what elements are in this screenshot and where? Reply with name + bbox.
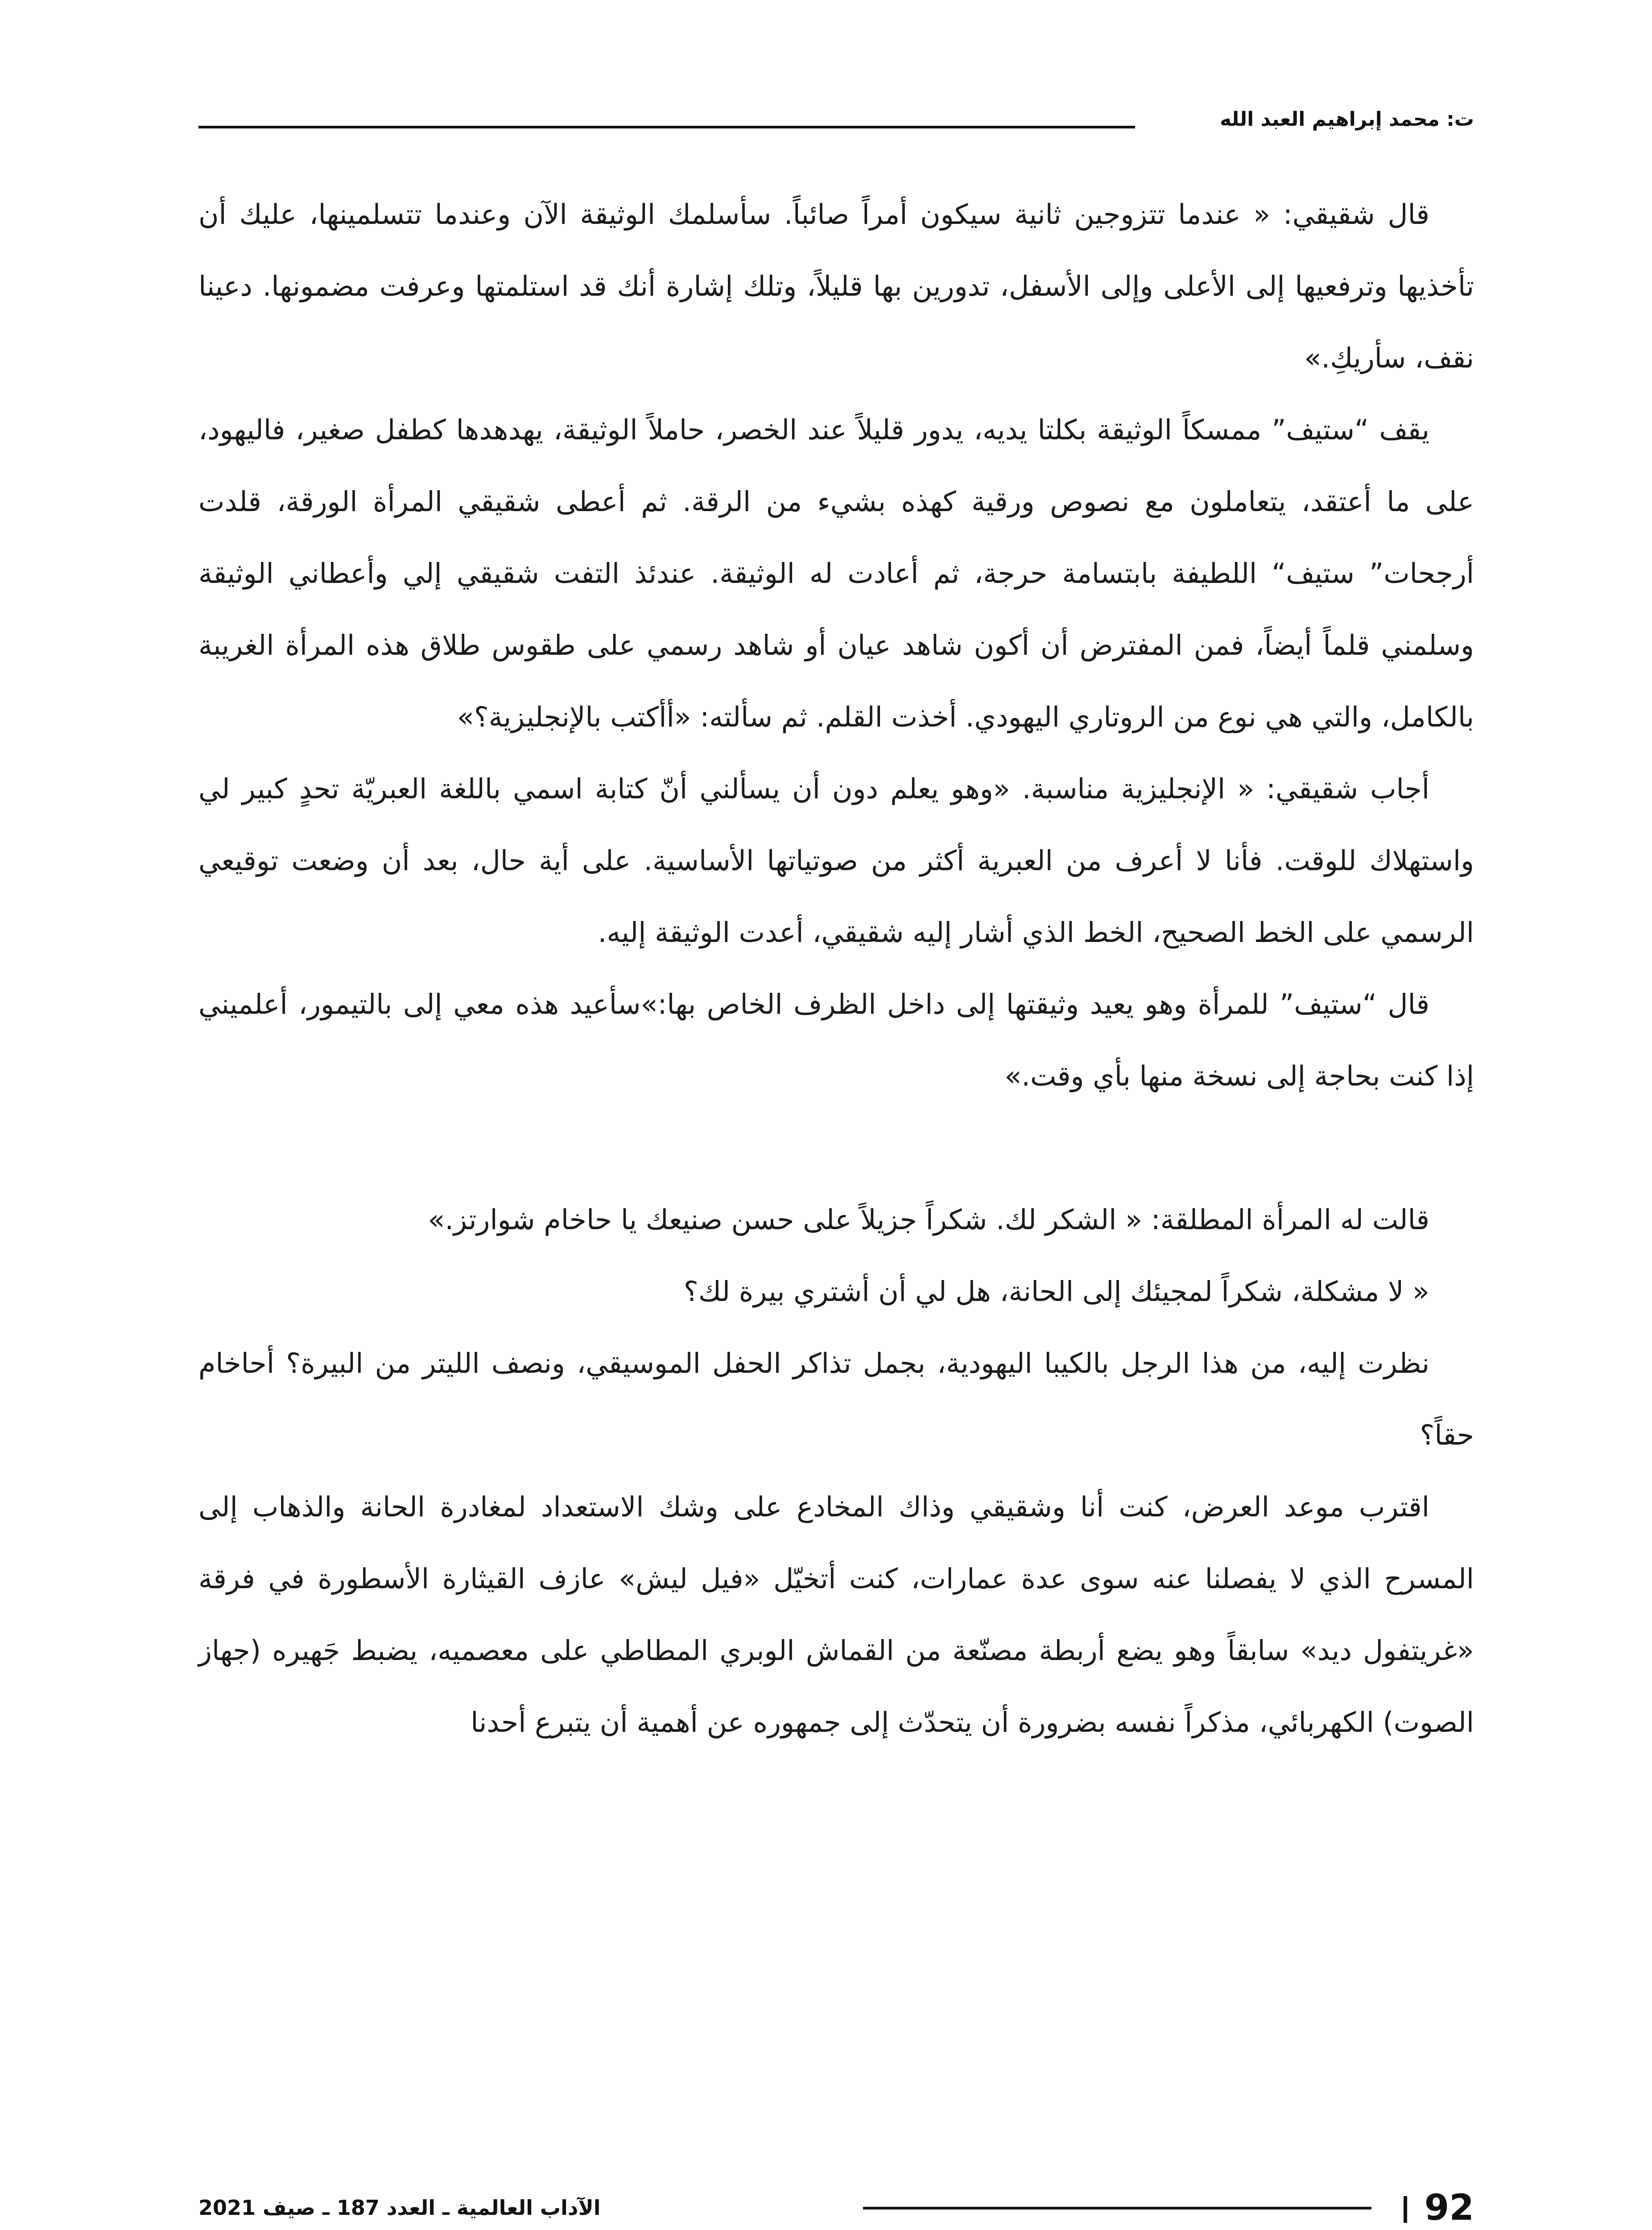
- footer-separator: [1404, 2196, 1407, 2223]
- translator-credit: ت: محمد إبراهيم العبد الله: [1219, 108, 1474, 131]
- paragraph-6: « لا مشكلة، شكراً لمجيئك إلى الحانة، هل لي أن أشتري بيرة لك؟: [683, 1275, 1429, 1308]
- page-footer: [198, 2185, 1474, 2230]
- paragraph-3: أجاب شقيقي: « الإنجليزية مناسبة. «وهو يعلم دون أن يسألني أنّ كتابة اسمي باللغة العبريّة تحدٍ كبير لي واستهلاك للوقت. فأنا لا أعرف من العبرية أكثر من صوتياتها الأساسية. على أية حال، بعد أن وضعت توقيعي الرسمي على الخط الصحيح، الخط الذي أشار إليه شقيقي، أعدت الوثيقة إليه.: [198, 772, 1474, 949]
- paragraph-4: قال “ستيف” للمرأة وهو يعيد وثيقتها إلى داخل الظرف الخاص بها:»سأعيد هذه معي إلى بالتيمور، أعلميني إذا كنت بحاجة إلى نسخة منها بأي وقت.»: [198, 988, 1474, 1092]
- journal-issue: الآداب العالمية ـ العدد 187 ـ صيف 2021: [198, 2196, 601, 2220]
- paragraph-8: اقترب موعد العرض، كنت أنا وشقيقي وذاك المخادع على وشك الاستعداد لمغادرة الحانة والذهاب إلى المسرح الذي لا يفصلنا عنه سوى عدة عمارات، كنت أتخيّل «فيل ليش» عازف القيثارة الأسطورة في فرقة «غريتفول ديد» سابقاً وهو يضع أربطة مصنّعة من القماش الوبري المطاطي على معصميه، يضبط جَهيره (جهاز الصوت) الكهربائي، مذكراً نفسه بضرورة أن يتحدّث إلى جمهوره عن أهمية أن يتبرع أحدنا: [198, 1491, 1474, 1739]
- running-header: [198, 106, 1474, 142]
- paragraph-2: يقف “ستيف” ممسكاً الوثيقة بكلتا يديه، يدور قليلاً عند الخصر، حاملاً الوثيقة، يهدهدها كطفل صغير، فاليهود، على ما أعتقد، يتعاملون مع نصوص ورقية كهذه بشيء من الرقة. ثم أعطى شقيقي المرأة الورقة، قلدت أرجحات” ستيف“ اللطيفة بابتسامة حرجة، ثم أعادت له الوثيقة. عندئذ التفت شقيقي إلي وأعطاني الوثيقة وسلمني قلماً أيضاً، فمن المفترض أن أكون شاهد عيان أو شاهد رسمي على طقوس طلاق هذه المرأة الغريبة بالكامل، والتي هي نوع من الروتاري اليهودي. أخذت القلم. ثم سألته: «أأكتب بالإنجليزية؟»: [198, 413, 1474, 733]
- header-rule: [198, 126, 1135, 128]
- article-body: [198, 178, 1474, 1758]
- footer-rule: [863, 2207, 1371, 2209]
- page-number: 92: [1424, 2187, 1474, 2228]
- paragraph-7: نظرت إليه، من هذا الرجل بالكيبا اليهودية، بجمل تذاكر الحفل الموسيقي، ونصف الليتر من البيرة؟ أحاخام حقاً؟: [198, 1347, 1474, 1451]
- paragraph-1: قال شقيقي: « عندما تتزوجين ثانية سيكون أمراً صائباً. سأسلمك الوثيقة الآن وعندما تتسلمينها، عليك أن تأخذيها وترفعيها إلى الأعلى وإلى الأسفل، تدورين بها قليلاً، وتلك إشارة أنك قد استلمتها وعرفت مضمونها. دعينا نقف، سأريكِ.»: [198, 198, 1474, 374]
- paragraph-5: قالت له المرأة المطلقة: « الشكر لك. شكراً جزيلاً على حسن صنيعك يا حاخام شوارتز.»: [428, 1203, 1429, 1236]
